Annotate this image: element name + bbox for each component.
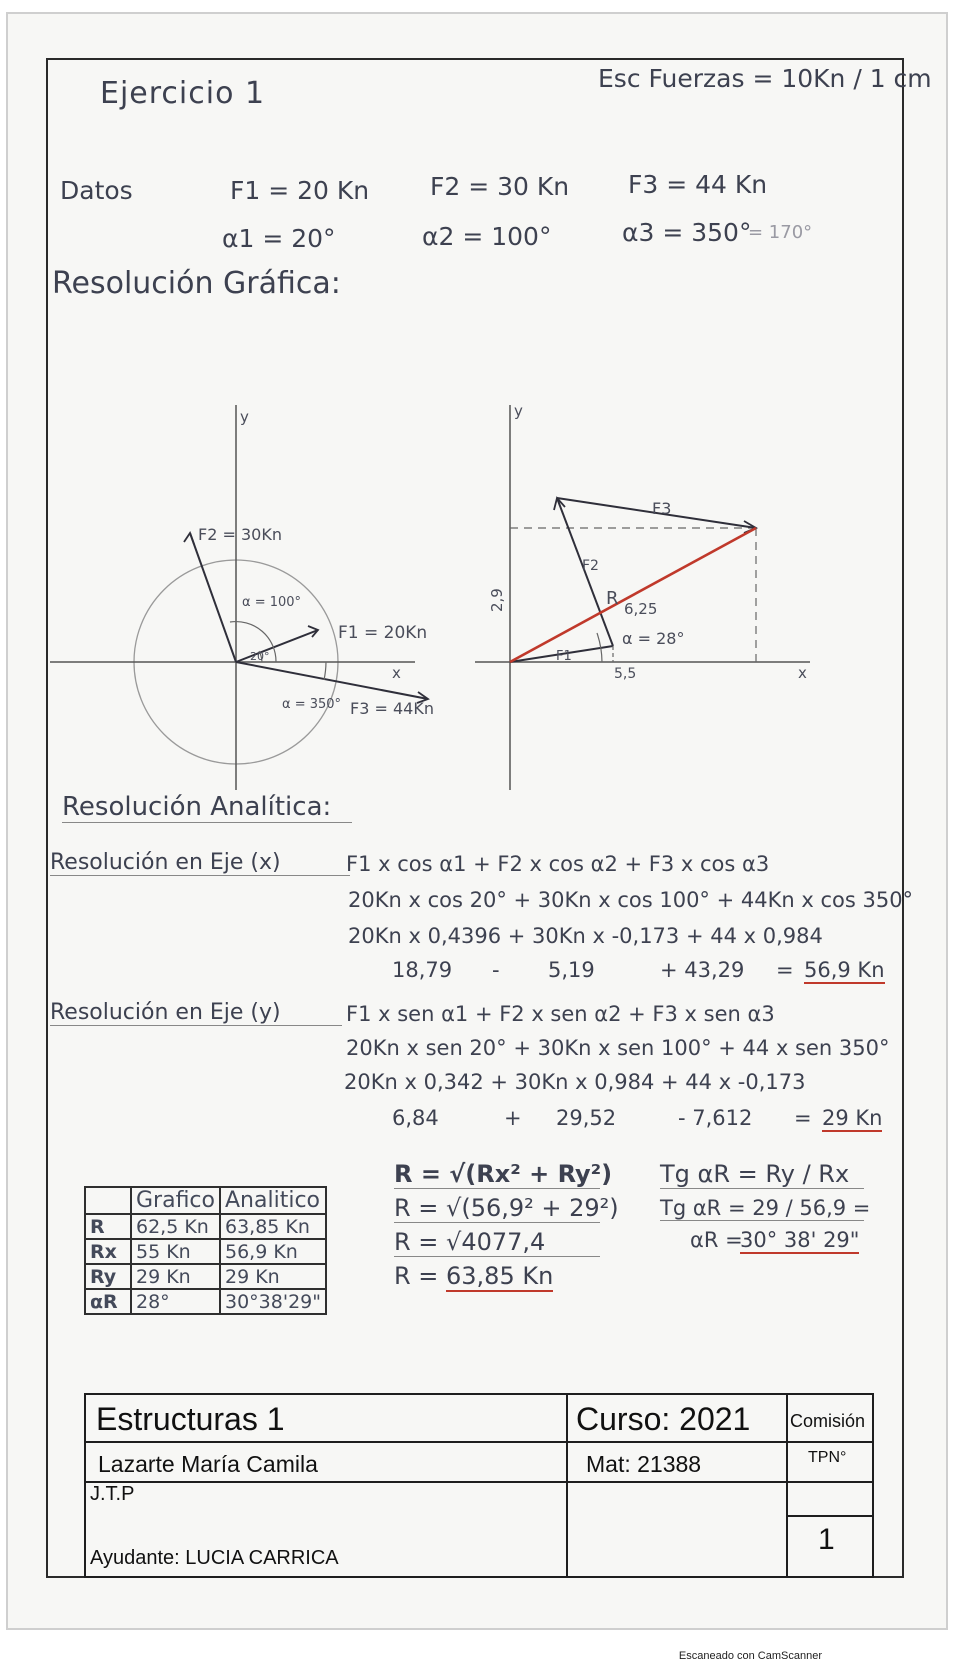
table-cell: 29 Kn [131,1264,220,1289]
tangente-result: 30° 38' 29" [740,1228,860,1252]
datos-a3-note: = 170° [748,222,813,243]
right-f3-label: F3 [652,499,672,518]
left-diagram [50,405,434,790]
exercise-title: Ejercicio 1 [100,76,266,111]
eje-y-term-1: 6,84 [392,1106,439,1130]
left-angle-350: α = 350° [282,697,342,712]
table-cell: 63,85 Kn [220,1214,326,1239]
resultante-line-3: R = √4077,4 [394,1228,600,1257]
eje-y-term-5: = [794,1106,812,1130]
resultante-result-prefix: R = [394,1262,439,1290]
resultante-line-1: R = √(Rx² + Ry²) [394,1160,613,1188]
analitica-title: Resolución Analítica: [62,792,352,823]
datos-label: Datos [60,176,133,205]
eje-y-result: 29 Kn [822,1106,883,1130]
subject: Estructuras 1 [96,1401,285,1437]
datos-a1: α1 = 20° [222,224,336,253]
eje-y-line-3: 20Kn x 0,342 + 30Kn x 0,984 + 44 x -0,173 [344,1070,806,1094]
course: Curso: 2021 [576,1401,751,1437]
title-block [84,1393,874,1578]
table-row [85,1289,326,1314]
eje-x-term-5: = [776,958,794,982]
table-cell: 28° [131,1289,220,1314]
right-angle-label: α = 28° [622,629,685,648]
table-header-row [85,1187,326,1214]
scanner-footer: Escaneado con CamScanner [678,1650,822,1662]
eje-x-line-1: F1 x cos α1 + F2 x cos α2 + F3 x cos α3 [346,852,770,876]
right-x-value: 5,5 [614,666,637,682]
table-cell: 29 Kn [220,1264,326,1289]
table-cell: 30°38'29" [220,1289,326,1314]
grafica-title: Resolución Gráfica: [52,266,341,301]
assistant: Ayudante: LUCIA CARRICA [90,1547,339,1569]
tangente-line-2: Tg αR = 29 / 56,9 = [660,1196,871,1220]
eje-x-term-2: - [492,958,500,982]
left-f1-label: F1 = 20Kn [338,623,428,643]
datos-a3: α3 = 350° [622,218,752,247]
eje-x-result: 56,9 Kn [804,958,885,982]
tangente-line-1: Tg αR = Ry / Rx [660,1160,864,1189]
eje-y-label: Resolución en Eje (y) [50,1000,342,1026]
left-f3-label: F3 = 44Kn [350,699,434,718]
right-diagram [475,402,810,790]
student-name: Lazarte María Camila [98,1451,318,1477]
tangente-result-prefix: αR = [690,1228,743,1252]
resultante-line-2: R = √(56,9² + 29²) [394,1194,619,1222]
eje-x-line-3: 20Kn x 0,4396 + 30Kn x -0,173 + 44 x 0,984 [348,924,823,948]
left-f2-vector [190,533,236,662]
right-y-value: 2,9 [488,588,506,612]
eje-x-label: Resolución en Eje (x) [50,850,350,876]
eje-y-line-2: 20Kn x sen 20° + 30Kn x sen 100° + 44 x sen 350° [346,1036,890,1060]
left-angle-100: α = 100° [242,595,302,610]
table-row-label: R [85,1214,131,1239]
left-arc-350 [324,662,326,680]
eje-y-line-1: F1 x sen α1 + F2 x sen α2 + F3 x sen α3 [346,1002,775,1026]
force-diagrams [0,0,958,830]
table-row-label: Ry [85,1264,131,1289]
table-row-label: Rx [85,1239,131,1264]
left-y-label: y [240,408,249,426]
eje-x-term-4: + 43,29 [660,958,745,982]
table-header-analitico: Analitico [220,1187,326,1214]
table-row [85,1239,326,1264]
datos-f1: F1 = 20 Kn [230,176,370,205]
table-cell: 55 Kn [131,1239,220,1264]
right-f2-label: F2 [582,558,599,574]
tp-label: TPN° [808,1449,847,1466]
right-y-label: y [514,402,523,420]
jtp: J.T.P [90,1483,135,1505]
table-cell: 56,9 Kn [220,1239,326,1264]
datos-a2: α2 = 100° [422,222,552,251]
table-cell: 62,5 Kn [131,1214,220,1239]
tp-number: 1 [818,1523,835,1556]
eje-y-term-3: 29,52 [556,1106,617,1130]
resultante-result: 63,85 Kn [446,1262,554,1290]
right-r-label: R [606,588,619,609]
left-x-label: x [392,664,401,682]
mat-number: Mat: 21388 [586,1451,702,1477]
datos-f2: F2 = 30 Kn [430,172,570,201]
table-header-cell [85,1187,131,1214]
left-f2-label: F2 = 30Kn [198,525,282,544]
left-f2-arrowhead [184,533,194,544]
right-f1-label: F1 [556,649,572,664]
datos-f3: F3 = 44 Kn [628,170,768,199]
comparison-table [84,1186,327,1315]
commission: Comisión [790,1411,866,1431]
right-x-label: x [798,664,807,682]
left-angle-20: 20° [250,650,270,663]
eje-y-term-4: - 7,612 [678,1106,753,1130]
left-f1-vector [236,630,318,662]
right-r-length: 6,25 [624,600,658,618]
table-row [85,1214,326,1239]
table-row-label: αR [85,1289,131,1314]
eje-x-line-2: 20Kn x cos 20° + 30Kn x cos 100° + 44Kn x cos 350° [348,888,914,912]
force-scale: Esc Fuerzas = 10Kn / 1 cm [598,64,932,93]
table-row [85,1264,326,1289]
eje-y-term-2: + [504,1106,522,1130]
table-header-grafico: Grafico [131,1187,220,1214]
eje-x-term-1: 18,79 [392,958,453,982]
eje-x-term-3: 5,19 [548,958,595,982]
